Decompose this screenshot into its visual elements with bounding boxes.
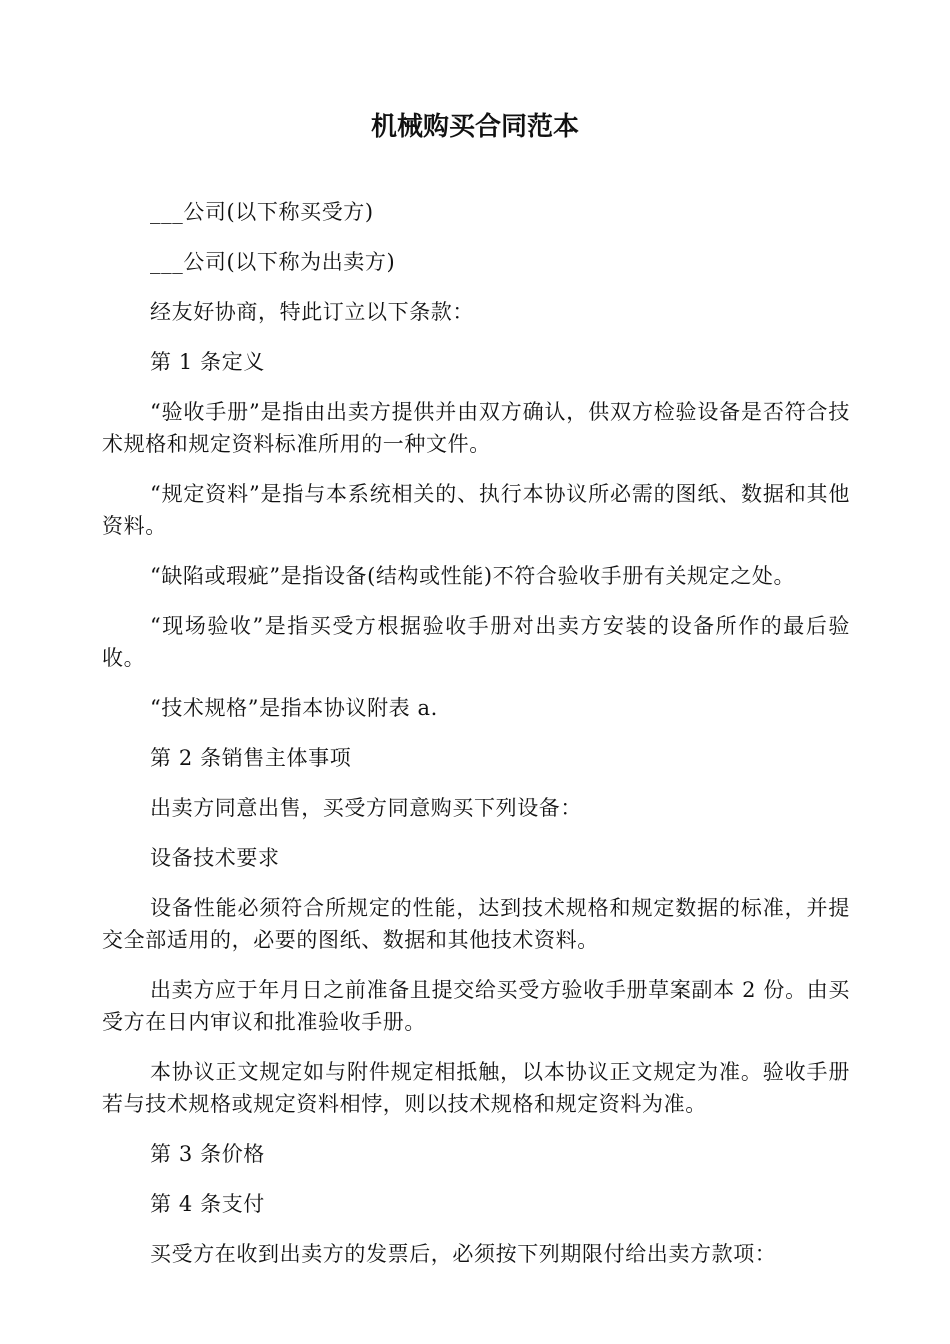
definition-acceptance-manual: “验收手册”是指由出卖方提供并由双方确认，供双方检验设备是否符合技术规格和规定资料标准所用的一种文件。: [102, 400, 850, 456]
party-buyer-paragraph: ___公司(以下称买受方): [150, 200, 374, 224]
article-4-heading: 第 4 条支付: [150, 1192, 265, 1216]
definition-technical-specs: “技术规格”是指本协议附表 a.: [150, 696, 438, 720]
manual-submission-paragraph: 出卖方应于年月日之前准备且提交给买受方验收手册草案副本 2 份。由买受方在日内审议和批准验收手册。: [102, 978, 850, 1034]
preamble-paragraph: 经友好协商，特此订立以下条款：: [150, 300, 474, 324]
article-2-heading: 第 2 条销售主体事项: [150, 746, 352, 770]
definition-specified-materials: “规定资料”是指与本系统相关的、执行本协议所必需的图纸、数据和其他资料。: [102, 482, 850, 538]
precedence-paragraph: 本协议正文规定如与附件规定相抵触，以本协议正文规定为准。验收手册若与技术规格或规定资料相悖，则以技术规格和规定资料为准。: [102, 1060, 850, 1116]
article-1-heading: 第 1 条定义: [150, 350, 265, 374]
article-3-heading: 第 3 条价格: [150, 1142, 265, 1166]
equipment-performance-paragraph: 设备性能必须符合所规定的性能，达到技术规格和规定数据的标准，并提交全部适用的，必要的图纸、数据和其他技术资料。: [102, 896, 850, 952]
equipment-requirements-heading: 设备技术要求: [150, 846, 280, 870]
document-title: 机械购买合同范本: [370, 112, 579, 142]
party-seller-paragraph: ___公司(以下称为出卖方): [150, 250, 396, 274]
document-body: [102, 196, 850, 1288]
payment-terms-paragraph: 买受方在收到出卖方的发票后，必须按下列期限付给出卖方款项：: [150, 1242, 777, 1266]
definition-defects: “缺陷或瑕疵”是指设备(结构或性能)不符合验收手册有关规定之处。: [150, 564, 796, 588]
sale-agreement-paragraph: 出卖方同意出售，买受方同意购买下列设备：: [150, 796, 582, 820]
definition-site-acceptance: “现场验收”是指买受方根据验收手册对出卖方安装的设备所作的最后验收。: [102, 614, 850, 670]
